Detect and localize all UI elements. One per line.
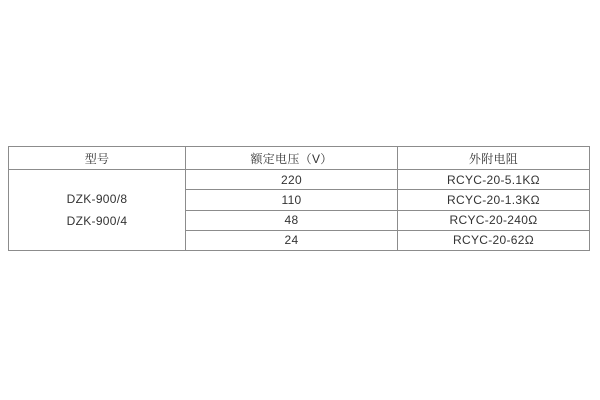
spec-table-container [8,146,590,251]
resistor-cell: RCYC-20-62Ω [398,230,590,250]
header-model: 型号 [9,147,186,170]
header-row [9,147,590,170]
header-voltage: 额定电压（V） [186,147,398,170]
table-row [9,170,590,190]
model-line-2: DZK-900/4 [66,214,128,228]
voltage-cell: 110 [186,190,398,210]
voltage-cell: 24 [186,230,398,250]
voltage-cell: 220 [186,170,398,190]
model-line-1: DZK-900/8 [66,192,128,206]
voltage-cell: 48 [186,210,398,230]
resistor-cell: RCYC-20-5.1KΩ [398,170,590,190]
header-resistor: 外附电阻 [398,147,590,170]
resistor-cell: RCYC-20-1.3KΩ [398,190,590,210]
model-cell [9,170,186,251]
resistor-cell: RCYC-20-240Ω [398,210,590,230]
spec-table [8,146,590,251]
